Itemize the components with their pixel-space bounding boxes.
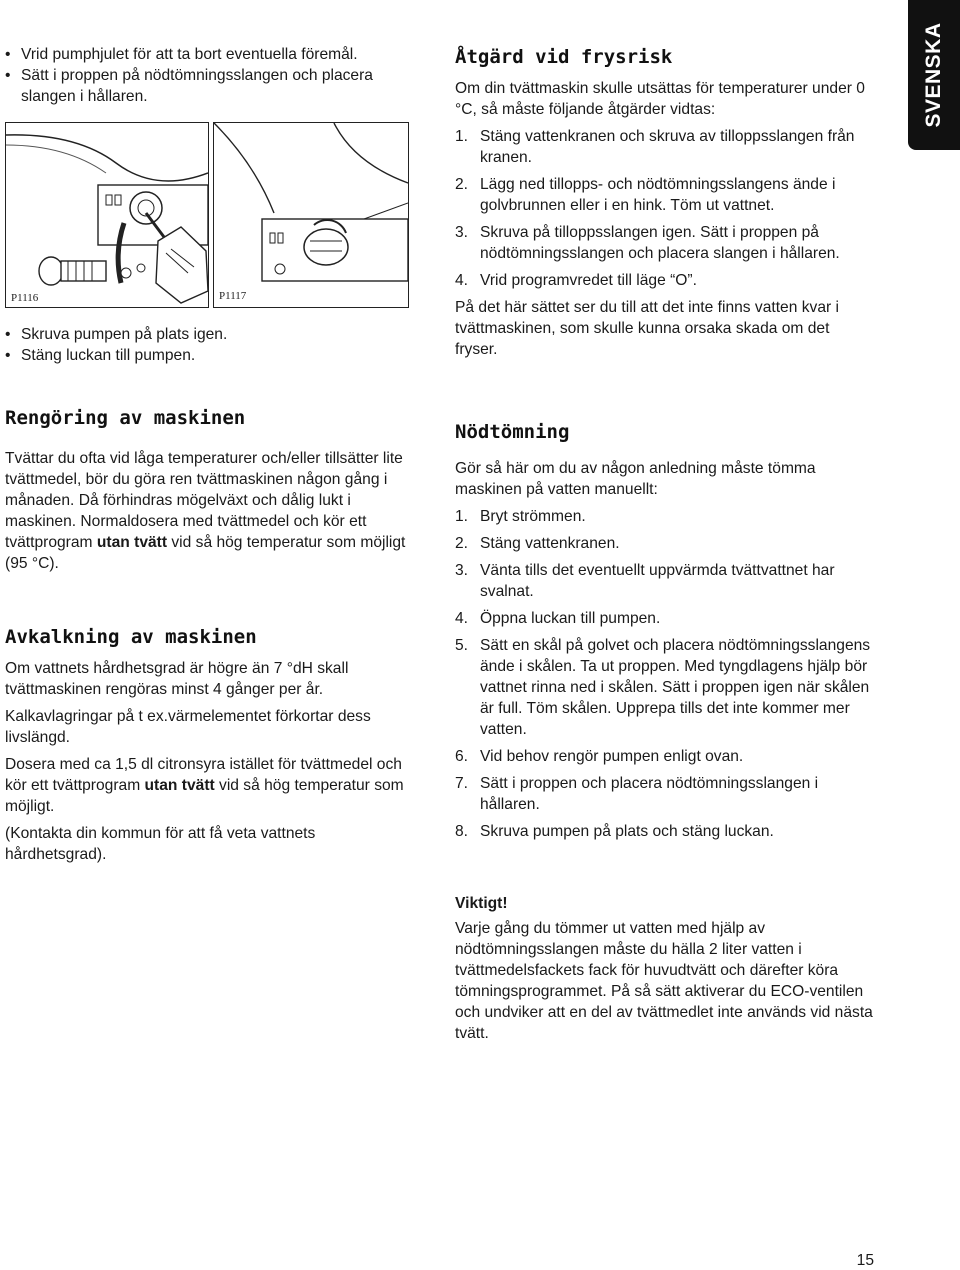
section-title: Åtgärd vid frysrisk [455, 46, 673, 68]
section-nodtomning [455, 420, 875, 848]
section-text: På det här sättet ser du till att det inte finns vatten kvar i tvättmaskinen, som skulle kunna orsaka skada om det fryser. [455, 299, 839, 358]
list-item: 1. Bryt strömmen. [455, 508, 586, 525]
list-item: 5. Sätt en skål på golvet och placera nödtömningsslangens ände i skålen. Ta ut proppen. Med tyngdlagens hjälp bör vattnet rinna ned i skålen. Sätt i proppen igen när skålen är full. Töm skålen. Upprepa tills det inte kommer mer vatten. [455, 637, 871, 738]
section-text: Dosera med ca 1,5 dl citronsyra istället för tvättmedel och kör ett tvättprogram utan tvätt vid så hög temperatur som möjligt. [5, 756, 404, 815]
list-item: 4. Vrid programvredet till läge “O”. [455, 272, 697, 289]
list-item: 2. Lägg ned tillopps- och nödtömningsslangens ände i golvbrunnen eller i en hink. Töm ut vattnet. [455, 176, 836, 214]
list-item: 3. Skruva på tilloppsslangen igen. Sätt i proppen på nödtömningsslangen och placera slangen i hållaren. [455, 224, 840, 262]
section-avkalkning [5, 625, 415, 865]
pump-cover-illustration-icon [214, 123, 408, 307]
list-item: • Skruva pumpen på plats igen. [5, 324, 405, 345]
list-item: • Vrid pumphjulet för att ta bort eventuella föremål. [5, 44, 405, 65]
figure-pump-removal [5, 122, 209, 308]
section-rengoring [5, 406, 415, 574]
bold-text: utan tvätt [144, 777, 215, 794]
nodtomning-steps [455, 506, 875, 842]
page-number: 15 [856, 1252, 874, 1269]
section-title: Nödtömning [455, 421, 570, 443]
list-item: 6. Vid behov rengör pumpen enligt ovan. [455, 748, 744, 765]
section-text: Gör så här om du av någon anledning måste tömma maskinen på vatten manuellt: [455, 460, 816, 498]
section-title: Viktigt! [455, 895, 508, 912]
figure-pump-cover [213, 122, 409, 308]
list-item: 3. Vänta tills det eventuellt uppvärmda tvättvattnet har svalnat. [455, 562, 835, 600]
list-item: 7. Sätt i proppen och placera nödtömningsslangen i hållaren. [455, 775, 819, 813]
list-item: 4. Öppna luckan till pumpen. [455, 610, 661, 627]
language-tab-label: SVENSKA [922, 22, 945, 128]
bold-text: utan tvätt [96, 534, 168, 551]
section-text: Om vattnets hårdhetsgrad är högre än 7 °dH skall tvättmaskinen rengöras minst 4 gånger per år. [5, 660, 349, 698]
list-item: • Sätt i proppen på nödtömningsslangen och placera slangen i hållaren. [5, 65, 405, 107]
section-frysrisk [455, 45, 875, 360]
pump-close-list [5, 324, 405, 366]
list-item: • Stäng luckan till pumpen. [5, 345, 405, 366]
pump-steps-list [5, 44, 405, 107]
list-item: 2. Stäng vattenkranen. [455, 535, 620, 552]
section-viktigt [455, 893, 875, 1044]
list-item: 8. Skruva pumpen på plats och stäng luckan. [455, 823, 774, 840]
list-item: 1. Stäng vattenkranen och skruva av tilloppsslangen från kranen. [455, 128, 855, 166]
section-title: Rengöring av maskinen [5, 407, 246, 429]
figure-label: P1116 [11, 292, 39, 304]
section-title: Avkalkning av maskinen [5, 626, 257, 648]
section-text: Varje gång du tömmer ut vatten med hjälp av nödtömningsslangen måste du hälla 2 liter vatten i tvättmedelsfackets fack för huvudtvätt och därefter köra tömningsprogrammet. På så sätt aktiverar du ECO-ventilen och undviker att en del av tvättmedlet inte används vid nästa tvätt. [455, 920, 873, 1042]
section-text: Kalkavlagringar på t ex.värmelementet förkortar dess livslängd. [5, 708, 371, 746]
pump-removal-illustration-icon [6, 123, 208, 307]
section-text: Tvättar du ofta vid låga temperaturer och/eller tillsätter lite tvättmedel, bör du göra ren tvättmaskinen någon gång i månaden. Då förhindras mögelväxt och dålig lukt i maskinen. Normaldosera med tvättmedel och kör ett tvättprogram utan tvätt vid så hög temperatur som möjligt (95 °C). [5, 450, 406, 572]
frysrisk-steps [455, 126, 875, 291]
section-text: Om din tvättmaskin skulle utsättas för temperaturer under 0 °C, så måste följande åtgärder vidtas: [455, 80, 865, 118]
language-tab [908, 0, 960, 150]
section-text: (Kontakta din kommun för att få veta vattnets hårdhetsgrad). [5, 825, 316, 863]
figure-label: P1117 [219, 290, 247, 302]
